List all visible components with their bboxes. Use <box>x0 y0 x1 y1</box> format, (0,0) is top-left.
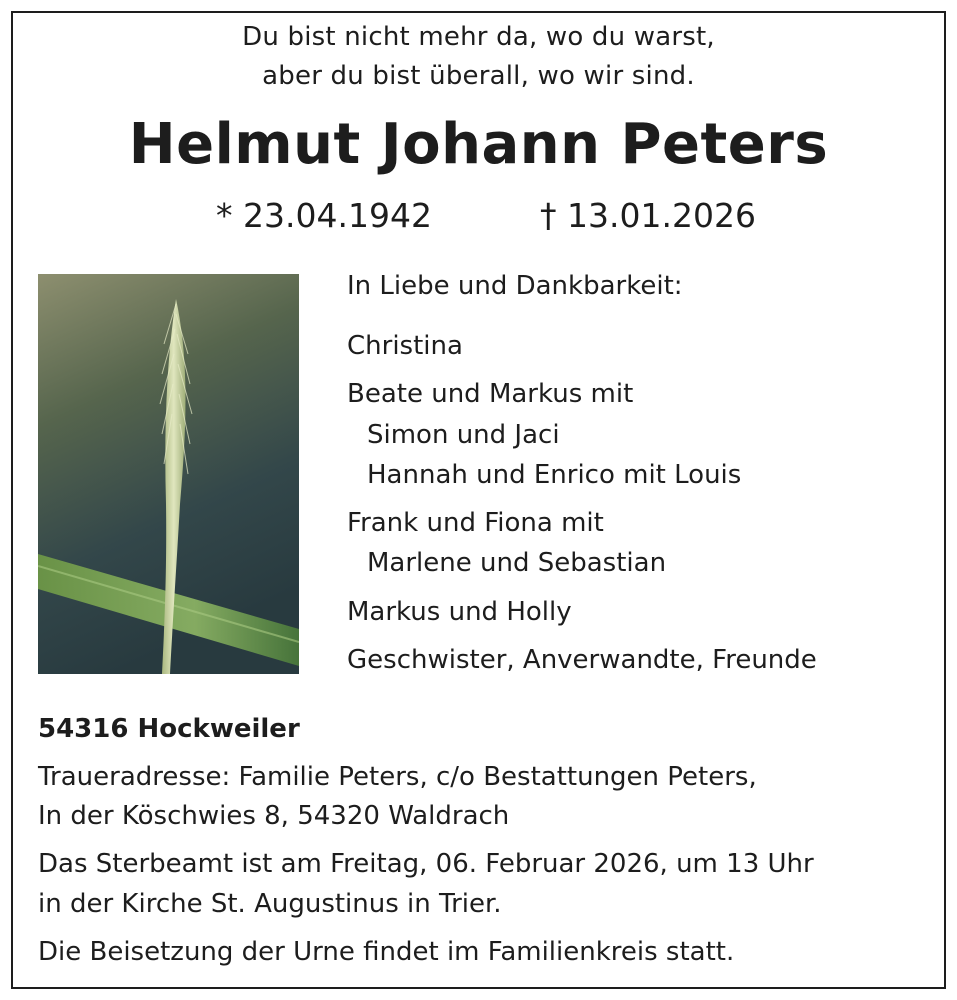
location: 54316 Hockweiler <box>38 714 300 744</box>
mourner-line: Markus und Holly <box>347 597 572 627</box>
mourner-line: Geschwister, Anverwandte, Freunde <box>347 645 817 675</box>
birth-date: * 23.04.1942 <box>216 196 432 235</box>
mourner-line: Simon und Jaci <box>367 420 560 450</box>
service-line-2: in der Kirche St. Augustinus in Trier. <box>38 889 502 919</box>
mourner-line: Marlene und Sebastian <box>367 548 667 578</box>
address-line-1: Traueradresse: Familie Peters, c/o Bestattungen Peters, <box>38 762 757 792</box>
mourner-line: Hannah und Enrico mit Louis <box>367 460 742 490</box>
mourner-line: Beate und Markus mit <box>347 379 634 409</box>
mourner-line: Frank und Fiona mit <box>347 508 604 538</box>
grass-blade-photo <box>38 274 299 674</box>
burial-note: Die Beisetzung der Urne findet im Familienkreis statt. <box>38 937 735 967</box>
death-date: † 13.01.2026 <box>540 196 756 235</box>
quote-line-1: Du bist nicht mehr da, wo du warst, <box>242 22 715 52</box>
address-line-2: In der Köschwies 8, 54320 Waldrach <box>38 801 510 831</box>
quote-line-2: aber du bist überall, wo wir sind. <box>262 61 695 91</box>
mourner-line: Christina <box>347 331 463 361</box>
service-line-1: Das Sterbeamt ist am Freitag, 06. Februar 2026, um 13 Uhr <box>38 849 814 879</box>
mourners-intro: In Liebe und Dankbarkeit: <box>347 271 683 301</box>
deceased-name: Helmut Johann Peters <box>128 112 829 177</box>
